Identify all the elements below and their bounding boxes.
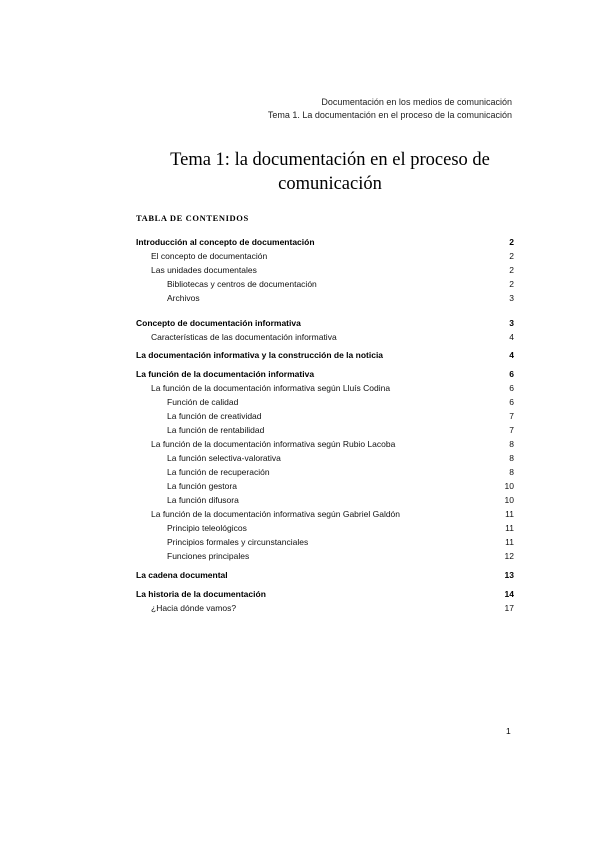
toc-entry[interactable] — [136, 250, 514, 262]
toc-entry-page: 4 — [509, 350, 514, 360]
toc-entry[interactable] — [136, 410, 514, 422]
toc-entry-page: 10 — [504, 481, 514, 491]
toc-entry[interactable] — [136, 550, 514, 562]
toc-entry-page: 8 — [509, 467, 514, 477]
toc-entry-label: La documentación informativa y la construcción de la noticia — [136, 350, 384, 360]
toc-entry[interactable] — [136, 588, 514, 600]
toc-entry[interactable] — [136, 331, 514, 343]
title-line-1: Tema 1: la documentación en el proceso de — [170, 150, 490, 170]
toc-entry-label: La función gestora — [167, 481, 237, 491]
toc-entry-label: La función difusora — [167, 495, 239, 505]
toc-entry-page: 6 — [509, 369, 514, 379]
toc-entry[interactable] — [136, 438, 514, 450]
toc-entry-label: Principios formales y circunstanciales — [167, 537, 309, 547]
toc-entry-page: 6 — [509, 383, 514, 393]
header-line-2: Tema 1. La documentación en el proceso de la comunicación — [267, 110, 512, 120]
toc-entry-label: La historia de la documentación — [136, 589, 266, 599]
toc-entry-page: 2 — [509, 251, 514, 261]
toc-entry-page: 13 — [504, 570, 514, 580]
toc-entry-label: La función de creatividad — [167, 411, 262, 421]
toc-entry[interactable] — [136, 317, 514, 329]
toc-entry-label: Características de las documentación informativa — [151, 332, 337, 342]
toc-entry-page: 14 — [504, 589, 514, 599]
toc-entry-label: Funciones principales — [167, 551, 250, 561]
toc-entry-page: 11 — [505, 523, 514, 533]
toc-entry-label: La función de rentabilidad — [167, 425, 265, 435]
toc-entry[interactable] — [136, 536, 514, 548]
running-header — [268, 96, 512, 122]
toc-entry-label: Principio teleológicos — [167, 523, 247, 533]
toc-entry-page: 3 — [509, 293, 514, 303]
toc-entry[interactable] — [136, 424, 514, 436]
toc-entry-label: Bibliotecas y centros de documentación — [167, 279, 317, 289]
toc-entry-label: Función de calidad — [167, 397, 239, 407]
toc-entry[interactable] — [136, 278, 514, 290]
toc-entry-page: 3 — [509, 318, 514, 328]
toc-entry-label: La función selectiva-valorativa — [167, 453, 281, 463]
toc-entry-page: 7 — [509, 425, 514, 435]
toc-entry[interactable] — [136, 292, 514, 304]
toc-entry[interactable] — [136, 602, 514, 614]
toc-entry-label: ¿Hacia dónde vamos? — [151, 603, 237, 613]
page-title — [130, 148, 530, 196]
toc-entry-page: 6 — [509, 397, 514, 407]
toc-entry-page: 2 — [509, 279, 514, 289]
toc-entry[interactable] — [136, 382, 514, 394]
toc-entry-label: Archivos — [167, 293, 200, 303]
title-line-2: comunicación — [278, 174, 382, 194]
toc-entry[interactable] — [136, 396, 514, 408]
toc-entry-label: La función de la documentación informativa — [136, 369, 315, 379]
toc-entry-page: 2 — [509, 265, 514, 275]
toc-entry[interactable] — [136, 264, 514, 276]
toc-entry-label: La función de la documentación informativa según Rubio Lacoba — [151, 439, 396, 449]
toc-entry-label: Introducción al concepto de documentación — [136, 237, 315, 247]
toc-entry-page: 8 — [509, 439, 514, 449]
toc-entry-page: 2 — [509, 237, 514, 247]
toc-entry[interactable] — [136, 236, 514, 248]
toc-entry-label: Concepto de documentación informativa — [136, 318, 301, 328]
toc-heading: TABLA DE CONTENIDOS — [136, 213, 249, 223]
toc-entry-page: 11 — [505, 509, 514, 519]
toc-entry-page: 10 — [504, 495, 514, 505]
toc-entry[interactable] — [136, 522, 514, 534]
toc-entry-page: 11 — [505, 537, 514, 547]
toc-entry-label: Las unidades documentales — [151, 265, 257, 275]
toc-entry[interactable] — [136, 480, 514, 492]
toc-entry[interactable] — [136, 569, 514, 581]
toc-entry[interactable] — [136, 349, 514, 361]
toc-entry-page: 7 — [509, 411, 514, 421]
toc-entry[interactable] — [136, 452, 514, 464]
toc-entry[interactable] — [136, 494, 514, 506]
toc-entry-label: El concepto de documentación — [151, 251, 268, 261]
header-line-1: Documentación en los medios de comunicación — [321, 97, 512, 107]
toc-entry[interactable] — [136, 466, 514, 478]
page-number: 1 — [506, 726, 511, 736]
toc-entry-page: 12 — [504, 551, 514, 561]
toc-entry-label: La función de la documentación informativa según Lluís Codina — [151, 383, 391, 393]
toc-entry-page: 8 — [509, 453, 514, 463]
toc-entry-label: La función de la documentación informativa según Gabriel Galdón — [151, 509, 401, 519]
toc-entry-page: 4 — [509, 332, 514, 342]
toc-entry-page: 17 — [504, 603, 514, 613]
toc-entry[interactable] — [136, 508, 514, 520]
toc-entry-label: La cadena documental — [136, 570, 228, 580]
toc-entry-label: La función de recuperación — [167, 467, 270, 477]
toc-entry[interactable] — [136, 368, 514, 380]
